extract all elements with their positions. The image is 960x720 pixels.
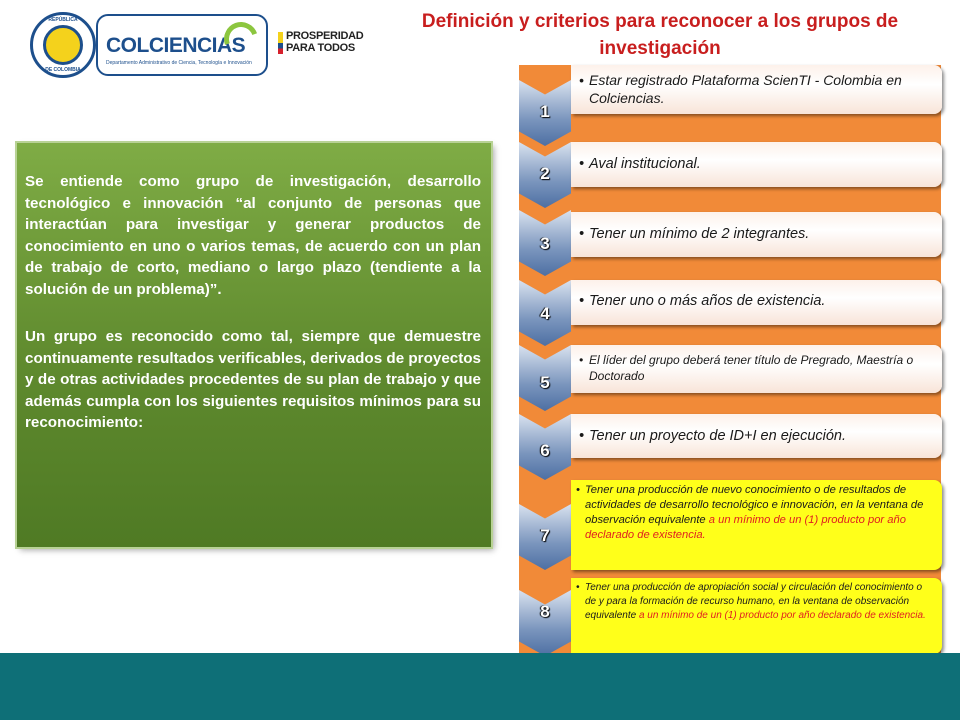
bullet-icon: • <box>576 582 580 593</box>
requirement-number: 3 <box>540 234 550 253</box>
definition-panel <box>17 143 491 547</box>
requirement-box <box>571 65 942 114</box>
requirement-text: El líder del grupo deberá tener título de Pregrado, Maestría o Doctorado <box>589 353 914 383</box>
requirement-box <box>571 480 942 570</box>
requirement-text: Tener uno o más años de existencia. <box>589 293 826 309</box>
requirement-number: 5 <box>540 373 550 392</box>
requirement-text: Aval institucional. <box>589 156 701 172</box>
requirement-number: 7 <box>540 526 550 545</box>
requirement-text: Tener una producción de apropiación social y circulación del conocimiento o de y para la formación de recurso humano, en la ventana de observación equivalente <box>585 582 923 621</box>
colombia-seal-logo <box>30 12 96 78</box>
bullet-icon: • <box>576 484 580 496</box>
coat-of-arms-icon <box>43 25 83 65</box>
slide-title: Definición y criterios para reconocer a los grupos de investigación <box>421 11 899 59</box>
footer-bar <box>0 653 960 720</box>
bullet-icon: • <box>579 293 585 309</box>
definition-paragraph-2: Un grupo es reconocido como tal, siempre que demuestre continuamente resultados verificables, derivados de proyectos y de otras actividades procedentes de su plan de trabajo y que además cumpla con los siguientes requisitos mínimos para su reconocimiento: <box>25 328 481 431</box>
seal-top-text: REPÚBLICA <box>48 17 78 23</box>
requirement-highlight: a un mínimo de un (1) producto por año declarado de existencia. <box>585 514 906 541</box>
bullet-icon: • <box>579 156 585 172</box>
requirement-number: 2 <box>540 164 550 183</box>
requirement-number: 4 <box>540 304 550 323</box>
prosperidad-line2: PARA TODOS <box>286 42 355 54</box>
bullet-icon: • <box>579 226 585 242</box>
bullet-icon: • <box>579 428 585 444</box>
requirement-text: Tener un mínimo de 2 integrantes. <box>589 226 810 242</box>
bullet-icon: • <box>579 72 584 88</box>
bullet-icon: • <box>579 353 584 367</box>
requirement-box <box>571 280 942 325</box>
flag-icon <box>278 32 283 54</box>
definition-paragraph-1: Se entiende como grupo de investigación, desarrollo tecnológico e innovación “al conjunto de personas que interactúan para investigar y generar productos de conocimiento en uno o varios temas, de acuerdo con un plan de trabajo de corto, mediano o largo plazo (tendiente a la solución de un problema)”. <box>25 173 481 298</box>
requirement-text: Tener un proyecto de ID+I en ejecución. <box>589 428 847 444</box>
colciencias-name: COLCIENCIAS <box>106 34 246 57</box>
requirement-box <box>571 345 942 393</box>
requirement-text: Estar registrado Plataforma ScienTI - Colombia en Colciencias. <box>589 72 902 106</box>
requirement-text: Tener una producción de nuevo conocimiento o de resultados de actividades de desarrollo tecnológico e innovación, en la ventana de observación equivalente <box>585 484 924 526</box>
requirement-box <box>571 414 942 458</box>
requirement-box <box>571 578 942 654</box>
requirement-number: 1 <box>540 102 550 121</box>
seal-bottom-text: DE COLOMBIA <box>45 67 81 73</box>
requirement-number: 8 <box>540 602 550 621</box>
requirement-box <box>571 212 942 257</box>
requirement-box <box>571 142 942 187</box>
requirement-number: 6 <box>540 441 550 460</box>
colciencias-subtitle: Departamento Administrativo de Ciencia, Tecnología e Innovación <box>106 60 252 66</box>
prosperidad-line1: PROSPERIDAD <box>286 30 364 42</box>
requirement-highlight: a un mínimo de un (1) producto por año declarado de existencia. <box>638 610 926 621</box>
colciencias-logo <box>96 14 268 76</box>
